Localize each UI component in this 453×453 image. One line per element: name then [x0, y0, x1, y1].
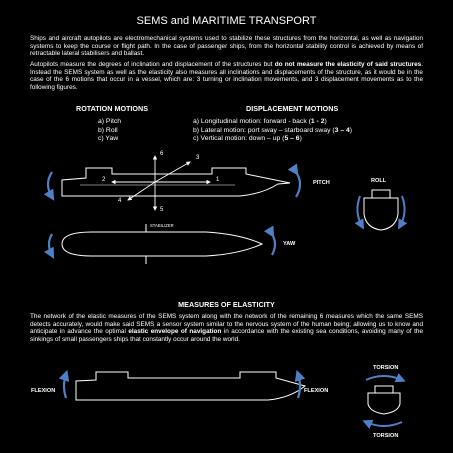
- intro-paragraph: Ships and aircraft autopilots are electromechanical systems used to stabilize these structures from the horizontal, as well as navigation systems to keep the course or flight path. In the case of passenger ships, from the horizontal stability control is achieved by means of retractable lateral stabilisers and ballast.: [30, 35, 423, 58]
- yaw-ship-top-view: [62, 224, 262, 264]
- axis-label-2: 2: [102, 177, 106, 183]
- pitch-label: PITCH: [313, 180, 330, 186]
- elasticity-paragraph: The network of the elastic measures of the SEMS system along with the network of the remaining 6 measures which the same SEMS detects accurately, would make said SEMS a sensor system similar to the nervous system of the human being; allowing us to know and anticipate in advance the optimal elastic envelope of navigation in accordance with the existing sea conditions, avoiding many of the sinkings of small passengers ships that constantly occur around the world.: [30, 313, 423, 343]
- roll-arrow-right: [400, 196, 405, 226]
- axis-label-1: 1: [216, 177, 220, 183]
- roll-arrow-left: [357, 196, 362, 226]
- displacement-item-lateral: b) Lateral motion: port sway – starboard sway (3 – 4): [193, 126, 353, 134]
- roll-label: ROLL: [371, 178, 387, 184]
- displacement-heading: DISPLACEMENT MOTIONS: [246, 104, 339, 113]
- axis-label-5: 5: [160, 207, 164, 213]
- rotation-item-pitch: a) Pitch: [98, 118, 122, 125]
- displacement-item-vertical: c) Vertical motion: down – up (5 – 6): [193, 135, 302, 143]
- flexion-arrow-left: [64, 374, 66, 398]
- torsion-arrow-top: [366, 376, 402, 380]
- flexion-label-right: FLEXION: [304, 388, 329, 394]
- yaw-arrow-left: [49, 234, 52, 255]
- torsion-label-top: TORSION: [373, 365, 399, 371]
- pitch-arrow-right: [296, 172, 300, 197]
- autopilot-paragraph: Autopilots measure the degrees of inclination and displacement of the structures but do not measure the elasticity of said structures. Instead the SEMS system as well as the elasticity also measures all inclinations and displacements of the structure, as it would be in the case of the 6 motions that occur in a vessel, which are: 3 turning or inclination movements, and 3 displacement movements as to the following figures.: [30, 61, 423, 91]
- torsion-ship-cross-section: [368, 386, 400, 414]
- flexion-arrow-right: [298, 374, 300, 398]
- axis-label-3: 3: [196, 155, 200, 161]
- stabilizer-label: STABILIZER: [150, 223, 174, 228]
- torsion-arrow-bottom: [366, 422, 402, 426]
- elasticity-heading: MEASURES OF ELASTICITY: [178, 300, 275, 309]
- yaw-label: YAW: [283, 241, 296, 247]
- flexion-label-left: FLEXION: [31, 388, 56, 394]
- displacement-axes: [112, 156, 210, 210]
- pitch-arrow-left: [48, 172, 52, 197]
- axis-label-4: 4: [118, 198, 122, 204]
- rotation-heading: ROTATION MOTIONS: [76, 104, 148, 113]
- flexion-ship-side-view: [76, 372, 305, 400]
- rotation-item-yaw: c) Yaw: [98, 135, 119, 143]
- axis-label-6: 6: [160, 151, 164, 157]
- page-title: SEMS and MARITIME TRANSPORT: [136, 15, 317, 27]
- yaw-arrow-right: [272, 234, 275, 255]
- roll-ship-cross-section: [364, 190, 398, 230]
- torsion-label-bottom: TORSION: [373, 433, 399, 439]
- displacement-item-longitudinal: a) Longitudinal motion: forward - back (1 - 2): [193, 118, 327, 125]
- rotation-item-roll: b) Roll: [98, 126, 118, 134]
